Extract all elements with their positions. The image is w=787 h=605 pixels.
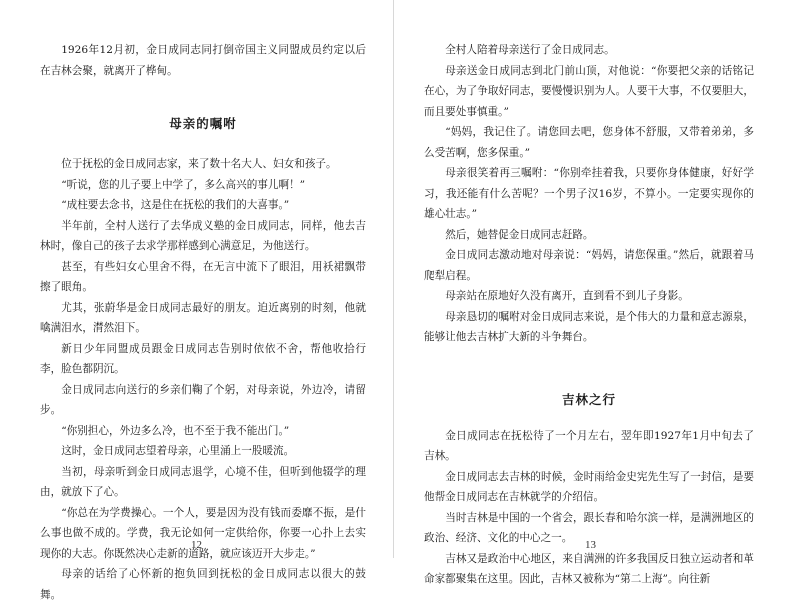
section-heading-mother: 母亲的嘱咐 [169, 116, 237, 131]
paragraph: 当时吉林是中国的一个省会，跟长春和哈尔滨一样，是满洲地区的政治、经济、文化的中心之一。 [424, 511, 754, 544]
paragraph: 母亲送金日成同志到北门前山顶，对他说：“你要把父亲的话铭记在心，为了争取好同志，要慢慢识别为人。人要干大事，不仅要胆大，而且要处事慎重。” [424, 64, 754, 118]
paragraph: 金日成同志在抚松待了一个月左右，翌年即1927年1月中旬去了吉林。 [424, 429, 754, 462]
paragraph: 半年前，全村人送行了去华成义塾的金日成同志，同样，他去吉林时，像自己的孩子去求学那样感到心满意足，为他送行。 [40, 219, 366, 252]
paragraph: “成柱要去念书，这是住在抚松的我们的大喜事。” [61, 199, 290, 211]
paragraph: 全村人陪着母亲送行了金日成同志。 [445, 44, 615, 56]
right-paragraphs-top [424, 40, 754, 348]
paragraph: 母亲的话给了心怀新的抱负回到抚松的金日成同志以很大的鼓舞。 [40, 568, 366, 601]
paragraph: 尤其，张蔚华是金日成同志最好的朋友。迫近离别的时刻，他就噙满泪水，潸然泪下。 [40, 301, 366, 334]
paragraph: 金日成同志去吉林的时候，金时雨给金史宪先生写了一封信，是要他帮金日成同志在吉林就学的介绍信。 [424, 470, 754, 503]
left-paragraphs [40, 154, 366, 605]
left-page-text [40, 40, 366, 605]
paragraph: 母亲很笑着再三嘱咐：“你别牵挂着我，只要你身体健康，好好学习，我还能有什么苦呢？一个男子汉16岁，不算小。一定要实现你的雄心壮志。” [424, 167, 754, 220]
intro-paragraph: 1926年12月初，金日成同志同打倒帝国主义同盟成员约定以后在吉林会聚，就离开了桦甸。 [40, 44, 366, 77]
paragraph: 然后，她替促金日成同志赶路。 [445, 228, 594, 241]
paragraph: 甚至，有些妇女心里舍不得，在无言中流下了眼泪，用袄裙飘带擦了眼角。 [40, 260, 366, 293]
paragraph: 吉林又是政治中心地区，来自满洲的许多我国反日独立运动者和革命家都聚集在这里。因此，吉林又被称为“第二上海”。向往新 [424, 552, 754, 585]
paragraph: 母亲站在原地好久没有离开，直到看不到儿子身影。 [445, 290, 689, 302]
paragraph: 位于抚松的金日成同志家，来了数十名大人、妇女和孩子。 [61, 158, 337, 170]
right-page [394, 0, 787, 585]
paragraph: 新日少年同盟成员跟金日成同志告别时依依不舍，帮他收拾行李，脸色都阴沉。 [40, 342, 366, 375]
paragraph: 这时，金日成同志望着母亲，心里涌上一股暖流。 [61, 445, 295, 457]
paragraph: “你别担心，外边多么冷，也不至于我不能出门。” [61, 424, 290, 437]
paragraph: 母亲恳切的嘱咐对金日成同志来说，是个伟大的力量和意志源泉，能够让他去吉林扩大新的斗争舞台。 [424, 310, 754, 343]
paragraph: “妈妈，我记住了。请您回去吧，您身体不舒服，又带着弟弟，多么受苦啊，您多保重。” [424, 126, 754, 159]
paragraph: 金日成同志向送行的乡亲们鞠了个躬，对母亲说，外边冷，请留步。 [40, 383, 366, 416]
right-page-text [424, 40, 754, 590]
section-heading-jilin: 吉林之行 [561, 391, 616, 407]
left-page [0, 0, 393, 601]
page-number-left: 12 [191, 539, 202, 551]
right-paragraphs-bottom [424, 426, 754, 590]
paragraph: 当初，母亲听到金日成同志退学，心境不佳，但听到他辍学的理由，就放下了心。 [40, 465, 366, 498]
paragraph: “听说，您的儿子要上中学了，多么高兴的事儿啊！” [61, 178, 306, 191]
paragraph: “你总在为学费操心。一个人，要是因为没有钱而委靡不振，是什么事也做不成的。学费，我无论如何一定供给你，你要一心扑上去实现你的大志。你既然决心走新的道路，就应该迈开大步走。” [40, 506, 366, 560]
page-number-right: 13 [585, 539, 596, 551]
paragraph: 金日成同志激动地对母亲说：“妈妈，请您保重。”然后，就跟着马爬犁启程。 [424, 249, 754, 282]
